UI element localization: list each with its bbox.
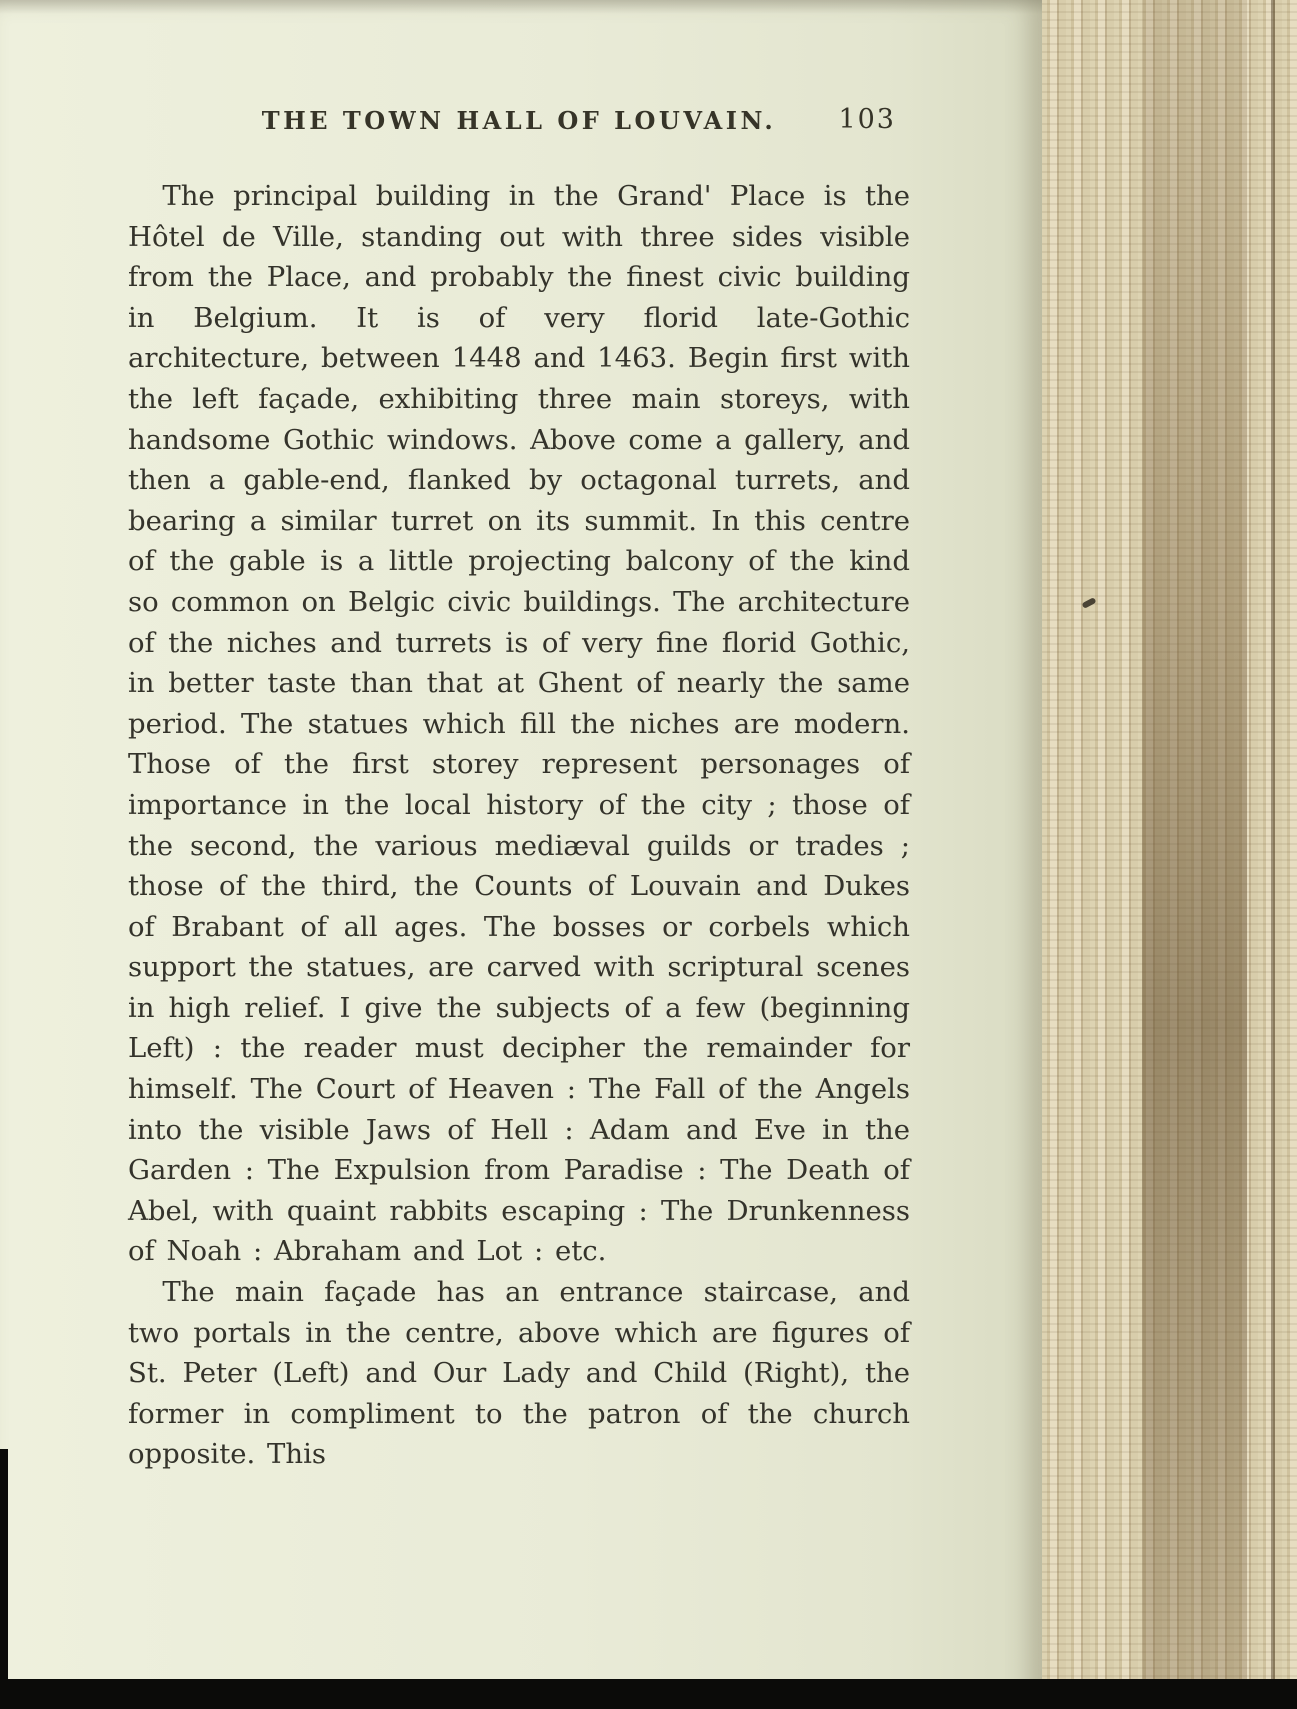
paragraph: The main façade has an entrance staircase, and two portals in the centre, above which are figures of St. Peter (Left) and Our Lady and Child (Right), the former in compliment to the patron of the church opposite. This <box>128 1276 910 1471</box>
running-title: THE TOWN HALL OF LOUVAIN. <box>261 106 777 135</box>
scan-left-border <box>0 1449 8 1709</box>
page-header <box>128 106 910 150</box>
page-number: 103 <box>838 104 896 135</box>
fore-edge-dark-band <box>1142 0 1247 1709</box>
fore-edge-line <box>1271 0 1275 1709</box>
scan-bottom-border <box>0 1679 1297 1709</box>
paragraph: The principal building in the Grand' Place is the Hôtel de Ville, standing out with three sides visible from the Place, and probably the finest civic building in Belgium. It is of very florid late-Gothic architecture, between 1448 and 1463. Begin first with the left façade, exhibiting three main storeys, with handsome Gothic windows. Above come a gallery, and then a gable-end, flanked by octagonal turrets, and bearing a similar turret on its summit. In this centre of the gable is a little projecting balcony of the kind so common on Belgic civic buildings. The architecture of the niches and turrets is of very fine florid Gothic, in better taste than that at Ghent of nearly the same period. The statues which fill the niches are modern. Those of the first storey represent personages of importance in the local history of the city ; those of the second, the various mediæval guilds or trades ; those of the third, the Counts of Louvain and Dukes of Brabant of all ages. The bosses or corbels which support the statues, are carved with scriptural scenes in high relief. I give the subjects of a few (beginning Left) : the reader must decipher the remainder for himself. The Court of Heaven : The Fall of the Angels into the visible Jaws of Hell : Adam and Eve in the Garden : The Expulsion from Paradise : The Death of Abel, with quaint rabbits escaping : The Drunkenness of Noah : Abraham and Lot : etc. <box>128 180 910 1268</box>
body-text <box>128 176 910 1475</box>
text-block <box>128 106 910 1475</box>
book-fore-edge-pages <box>1042 0 1297 1709</box>
